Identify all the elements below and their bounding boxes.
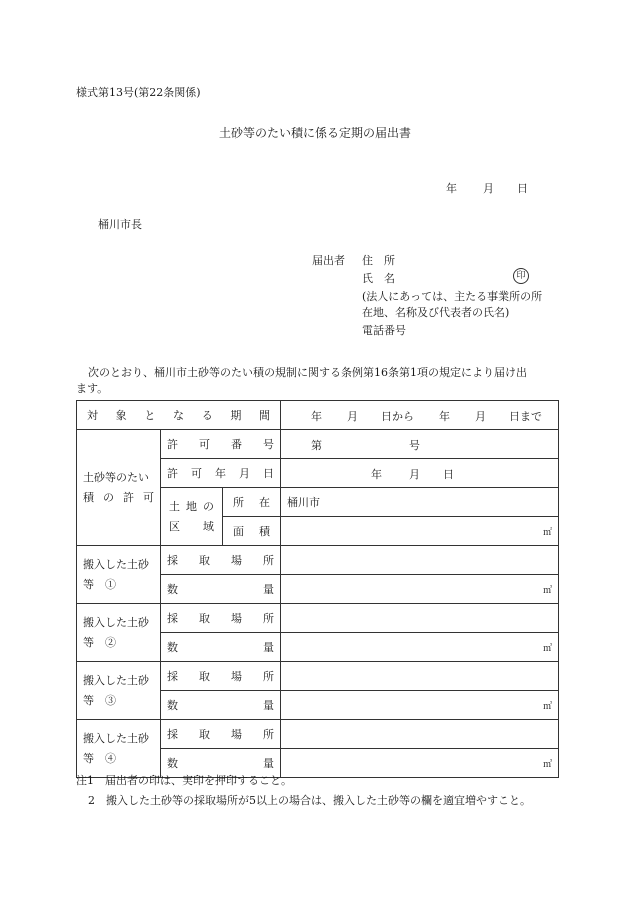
intro-line-1: 次のとおり、桶川市土砂等のたい積の規制に関する条例第16条第1項の規定により届け出: [88, 366, 527, 379]
applicant-label: 届出者: [312, 254, 345, 267]
collect-place-label: 採 取 場 所: [161, 662, 281, 691]
location-value[interactable]: 桶川市: [281, 488, 559, 517]
seal-icon: 印: [513, 268, 529, 284]
seal-mark: [513, 268, 529, 284]
note-2: 2 搬入した土砂等の採取場所が5以上の場合は、搬入した土砂等の欄を適宜増やすこと。: [88, 794, 531, 807]
notification-table: [76, 400, 559, 778]
collect-place-label: 採 取 場 所: [161, 546, 281, 575]
quantity-unit: ㎥: [543, 643, 553, 654]
permit-date-label: 許 可 年 月 日: [161, 459, 281, 488]
area-value[interactable]: [281, 517, 559, 546]
collect-place-value[interactable]: [281, 546, 559, 575]
intro-line-2: ます。: [76, 382, 109, 395]
collect-place-value[interactable]: [281, 604, 559, 633]
soil-group-label: 搬入した土砂 等 ②: [77, 604, 161, 662]
quantity-label: 数 量: [161, 749, 281, 778]
permit-date-value[interactable]: 年 月 日: [281, 459, 559, 488]
quantity-unit: ㎥: [543, 759, 553, 770]
applicant-address-label: 住 所: [362, 254, 395, 267]
period-label-cell: 対 象 と な る 期 間: [77, 401, 281, 430]
quantity-label: 数 量: [161, 691, 281, 720]
collect-place-label: 採 取 場 所: [161, 720, 281, 749]
soil-collect-row: [77, 546, 559, 575]
area-label: 面 積: [223, 517, 281, 546]
quantity-unit: ㎥: [543, 585, 553, 596]
collect-place-value[interactable]: [281, 662, 559, 691]
applicant-note-2: 在地、名称及び代表者の氏名): [362, 306, 510, 319]
date-month: 月: [483, 182, 494, 195]
location-label: 所 在: [223, 488, 281, 517]
applicant-note-1: (法人にあっては、主たる事業所の所: [362, 290, 543, 303]
period-value-cell[interactable]: 年 月 日から 年 月 日まで: [281, 401, 559, 430]
soil-collect-row: [77, 662, 559, 691]
quantity-value[interactable]: [281, 633, 559, 662]
date-year: 年: [446, 182, 457, 195]
soil-collect-row: [77, 604, 559, 633]
soil-group-label: 搬入した土砂 等 ①: [77, 546, 161, 604]
soil-group-label: 搬入した土砂 等 ③: [77, 662, 161, 720]
area-unit: ㎡: [543, 527, 553, 538]
permit-group-label: 土砂等のたい 積 の 許 可: [77, 430, 161, 546]
date-day: 日: [517, 182, 528, 195]
form-number: 様式第13号(第22条関係): [76, 86, 201, 99]
applicant-name-label: 氏 名: [362, 272, 395, 285]
permit-number-value[interactable]: 第 号: [281, 430, 559, 459]
quantity-unit: ㎥: [543, 701, 553, 712]
document-title: 土砂等のたい積に係る定期の届出書: [218, 126, 411, 140]
permit-number-row: [77, 430, 559, 459]
quantity-label: 数 量: [161, 633, 281, 662]
permit-number-label: 許 可 番 号: [161, 430, 281, 459]
quantity-value[interactable]: [281, 575, 559, 604]
land-area-label: 土 地 の 区 域: [161, 488, 223, 546]
collect-place-value[interactable]: [281, 720, 559, 749]
quantity-value[interactable]: [281, 691, 559, 720]
quantity-value[interactable]: [281, 749, 559, 778]
note-1: 注1 届出者の印は、実印を押印すること。: [76, 774, 292, 787]
soil-collect-row: [77, 720, 559, 749]
period-row: [77, 401, 559, 430]
collect-place-label: 採 取 場 所: [161, 604, 281, 633]
quantity-label: 数 量: [161, 575, 281, 604]
soil-group-label: 搬入した土砂 等 ④: [77, 720, 161, 778]
applicant-phone-label: 電話番号: [362, 324, 406, 337]
addressee: 桶川市長: [98, 218, 142, 231]
